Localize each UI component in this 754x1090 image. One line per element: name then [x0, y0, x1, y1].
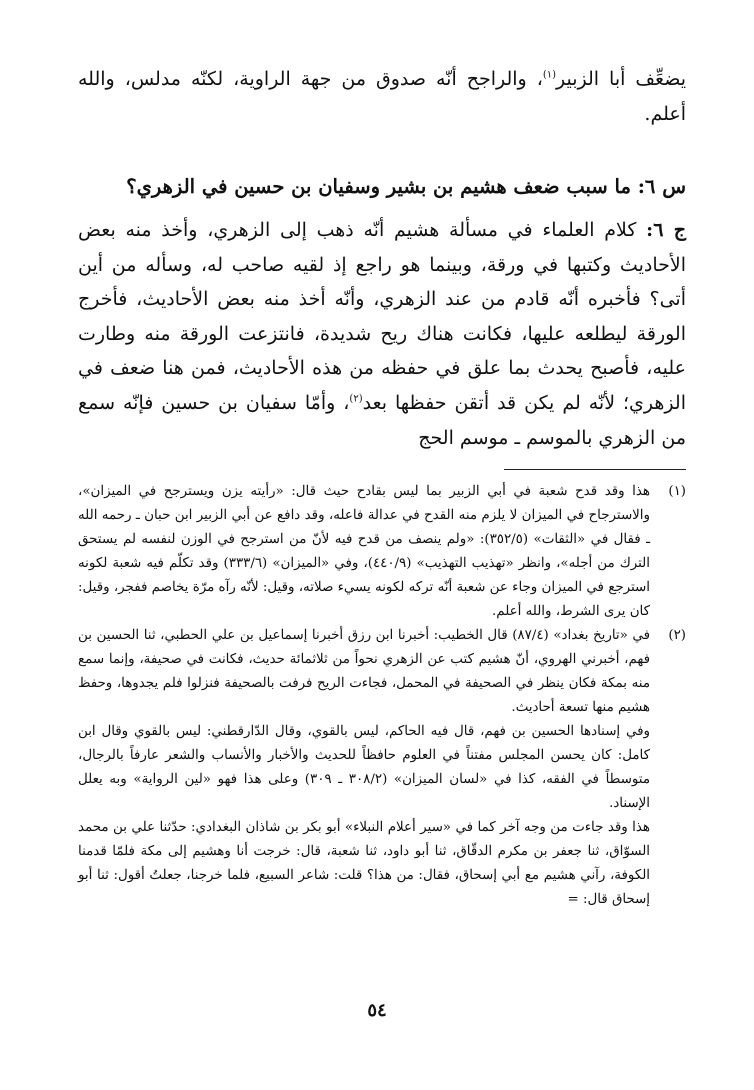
- footnote-text: وفي إسنادها الحسين بن فهم، قال فيه الحاكم، ليس بالقوي، وقال الدّارقطني: ليس بالقوي وقال ابن كامل: كان يحسن المجلس مفتناً في العلوم حافظاً للحديث والأخبار والأنساب والشعر عارفاً بالرجال، متوسطاً في الفقه، كذا في «لسان الميزان» (٣٠٨/٢ ـ ٣٠٩) وعلى هذا فهو «لين الرواية» وبه يعلل الإسناد.: [78, 724, 650, 811]
- text-run: ، وأمّا سفيان بن حسين فإنّه سمع من الزهري بالموسم ـ موسم الحج: [78, 391, 686, 449]
- footnote-2: [78, 624, 686, 912]
- paragraph: [78, 213, 686, 455]
- opening-paragraph: [78, 62, 686, 131]
- text-run: كلام العلماء في مسألة هشيم أنّه ذهب إلى الزهري، وأخذ منه بعض الأحاديث وكتبها في ورقة، وبينما هو راجع إذ لقيه صاحب له، وسأله من أين أتى؟ فأخبره أنّه قادم من عند الزهري، وأنّه أخذ منه بعض الأحاديث، فأخرج الورقة ليطلعه عليها، فكانت هناك ريح شديدة، فانتزعت الورقة منه وطارت عليه، فأصبح يحدث بما علق في حفظه من هذه الأحاديث، فمن هنا ضعف في الزهري؛ لأنّه لم يكن قد أتقن حفظها بعد: [78, 219, 686, 414]
- footnote-text: هذا وقد قدح شعبة في أبي الزبير بما ليس بقادح حيث قال: «رأيته يزن ويسترجح في الميزان»، والاسترجاح في الميزان لا يلزم منه القدح في عدالة فاعله، وقد دافع عن أبي الزبير ابن حبان ـ رحمه الله ـ فقال في «الثقات» (٣٥٢/٥): «ولم ينصف من قدح فيه لأنّ من استرجح في الوزن لنفسه لم يستحق الترك من أجله»، وانظر «تهذيب التهذيب» (٤٤٠/٩)، وفي «الميزان» (٣٣٣/٦) وقد تكلّم فيه شعبة لكونه استرجع في الميزان وجاء عن شعبة أنّه تركه لكونه يسيء صلاته، وقيل: لأنّه رآه مرّة يخاصم ففجر، وقيل: كان يرى الشرط، والله أعلم.: [78, 484, 650, 619]
- answer-label: ج ٦:: [646, 219, 686, 241]
- text-run: يضعِّف أبا الزبير: [556, 68, 686, 90]
- question-heading: س ٦: ما سبب ضعف هشيم بن بشير وسفيان بن حسين في الزهري؟: [126, 175, 686, 198]
- footnote-separator: [504, 469, 686, 470]
- footnote-text: في «تاريخ بغداد» (٨٧/٤) قال الخطيب: أخبرنا ابن رزق أخبرنا إسماعيل بن علي الحطبي، ثنا الحسين بن فهم، أخبرني الهروي، أنّ هشيم كتب عن الزهري نحواً من ثلاثمائة حديث، فكانت في صحيفة، وإنما سمع منه بمكة فكان ينظر في الصحيفة في المحمل، فجاءت الريح فرفت بالصحيفة فنزلوا فلم يجدوها، وحفظ هشيم منها تسعة أحاديث.: [78, 628, 650, 715]
- answer-paragraph: [78, 213, 686, 455]
- footnotes: [78, 480, 686, 912]
- footnote-text: هذا وقد جاءت من وجه آخر كما في «سير أعلام النبلاء» أبو بكر بن شاذان البغدادي: حدّثنا علي بن محمد السوّاق، ثنا جعفر بن مكرم الدقّاق، ثنا أبو داود، ثنا شعبة، قال: خرجت أنا وهشيم إلى مكة فلمّا قدمنا الكوفة، رآني هشيم مع أبي إسحاق، فقال: من هذا؟ قلت: شاعر السبيع، فلما خرجنا، جعلتُ أقول: ثنا أبو إسحاق قال: =: [78, 820, 650, 907]
- footnote-ref-2[interactable]: (٢): [349, 393, 363, 405]
- footnote-number: (٢): [668, 628, 686, 643]
- footnote-number: (١): [668, 484, 686, 499]
- text-run: ، والراجح أنّه صدوق من جهة الراوية، لكنّه مدلس، والله أعلم.: [78, 68, 686, 125]
- paragraph: [78, 62, 686, 131]
- page-number: ٥٤: [367, 1000, 387, 1021]
- footnote-1: [78, 480, 686, 624]
- footnote-ref-1[interactable]: (١): [542, 69, 557, 81]
